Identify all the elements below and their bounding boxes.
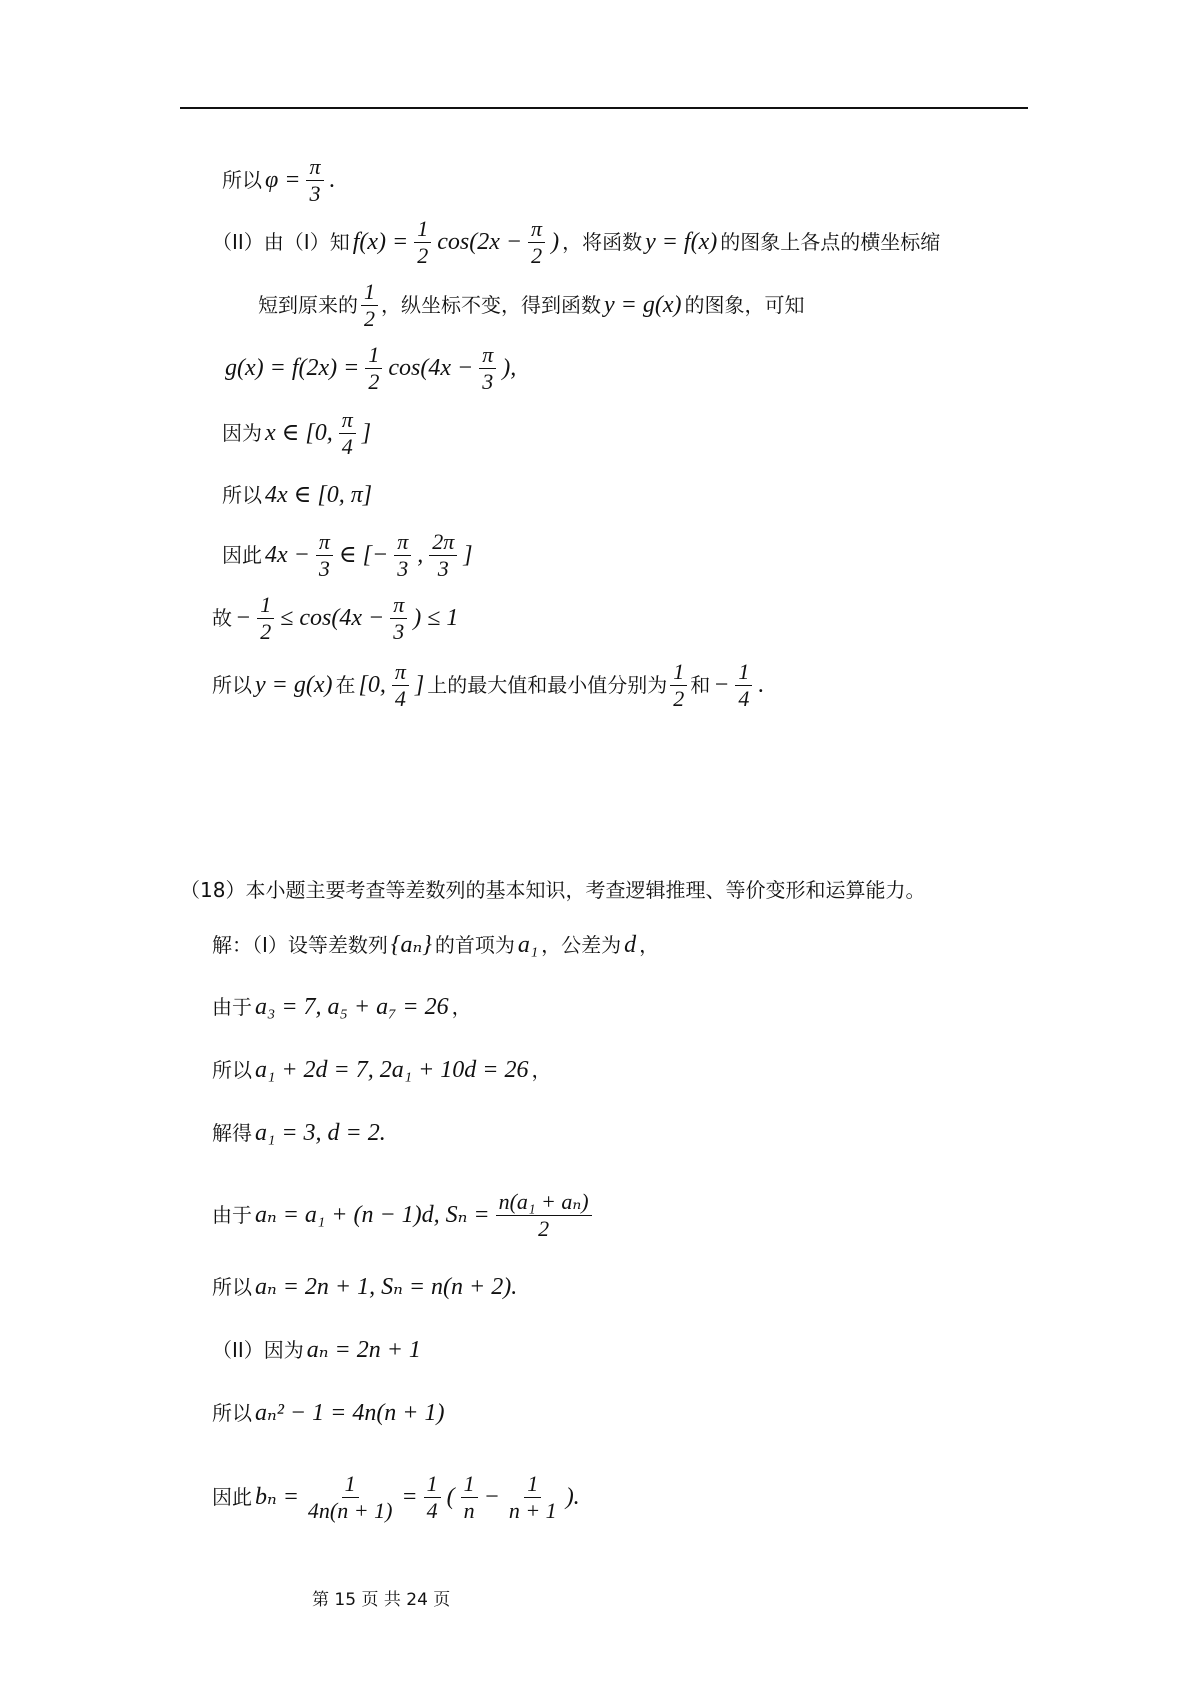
fraction (305, 1471, 396, 1524)
fraction (257, 592, 274, 645)
denominator: 2 (364, 305, 375, 331)
math: f(x) = (352, 229, 409, 255)
math: d (624, 932, 637, 958)
denominator: 2 (538, 1215, 550, 1241)
denominator: 2 (673, 685, 685, 711)
text: ，将函数 (562, 230, 643, 254)
denominator: 4 (426, 1497, 438, 1523)
denominator: 3 (318, 555, 330, 581)
page-number: 第 15 页 共 24 页 (312, 1590, 451, 1610)
math: . (758, 672, 765, 698)
problem-18-heading (180, 870, 925, 910)
fraction (479, 342, 496, 395)
math: aₙ = a₁ + (n − 1)d, Sₙ = (255, 1202, 490, 1228)
text: 所以 (222, 483, 262, 507)
math: − (483, 1484, 500, 1510)
line-solved (212, 1113, 389, 1153)
math: ] (463, 542, 473, 568)
line-an-sn (212, 1267, 520, 1307)
denominator: 4n(n + 1) (307, 1497, 393, 1523)
text: （18）本小题主要考查等差数列的基本知识，考查逻辑推理、等价变形和运算能力。 (180, 878, 926, 902)
text: 的图象上各点的横坐标缩 (720, 230, 941, 254)
numerator: 1 (424, 1471, 441, 1498)
numerator: 1 (342, 1471, 359, 1498)
numerator: 1 (735, 659, 752, 686)
math: aₙ² − 1 = 4n(n + 1) (255, 1400, 445, 1426)
line-an-squared (212, 1393, 448, 1433)
line-4x-range (222, 475, 375, 515)
text: 因此 (222, 543, 262, 567)
numerator: 1 (461, 1471, 478, 1498)
numerator: 1 (257, 592, 274, 619)
line-given (212, 987, 472, 1027)
text: 因为 (222, 421, 262, 445)
fraction (670, 659, 687, 712)
numerator: π (479, 342, 496, 369)
denominator: 3 (437, 555, 449, 581)
text: 的图象，可知 (684, 293, 805, 317)
line-solution-setup (212, 925, 659, 965)
numerator: 1 (365, 342, 382, 369)
line-shrink (258, 278, 805, 331)
math: cos(4x − (388, 355, 474, 381)
line-cos-bound (212, 591, 461, 644)
math: [0, (358, 672, 386, 698)
denominator: 3 (482, 368, 494, 394)
numerator: π (306, 154, 323, 181)
denominator: 3 (309, 180, 321, 206)
math: ∈ [− (338, 542, 389, 568)
math: ) (551, 229, 560, 255)
numerator: 2π (429, 529, 457, 556)
text: ， (531, 1058, 552, 1082)
text: 故 (212, 606, 232, 630)
denominator: 3 (393, 618, 405, 644)
numerator: π (390, 592, 407, 619)
denominator: 4 (341, 433, 353, 459)
numerator: π (392, 659, 409, 686)
fraction (414, 216, 431, 269)
text: 所以 (212, 673, 252, 697)
fraction (394, 529, 411, 582)
line-bn (212, 1470, 583, 1523)
text: 所以 (222, 168, 262, 192)
numerator: n(a₁ + aₙ) (496, 1189, 592, 1216)
math: {aₙ} (390, 932, 432, 958)
math: ≤ cos(4x − (280, 605, 385, 631)
math: , (417, 542, 424, 568)
math: . (329, 167, 336, 193)
math: aₙ = 2n + 1 (306, 1337, 421, 1363)
numerator: π (528, 216, 545, 243)
fraction (316, 529, 333, 582)
denominator: n (463, 1497, 475, 1523)
line-equations (212, 1050, 551, 1090)
math: − (713, 672, 730, 698)
line-shifted-range (222, 528, 476, 581)
fraction (506, 1471, 560, 1524)
denominator: 4 (738, 685, 750, 711)
text: 的首项为 (434, 933, 515, 957)
fraction (306, 154, 323, 207)
math: 4x ∈ [0, π] (265, 482, 373, 508)
numerator: 1 (414, 216, 431, 243)
line-max-min (212, 658, 767, 711)
fraction (392, 659, 409, 712)
math: bₙ = (255, 1484, 299, 1510)
math: y = g(x) (255, 672, 333, 698)
math: ] (361, 420, 372, 446)
text: 解得 (212, 1121, 252, 1145)
numerator: π (339, 407, 356, 434)
denominator: 2 (368, 368, 380, 394)
math: aₙ = 2n + 1, Sₙ = n(n + 2). (255, 1274, 518, 1300)
text: ， (639, 933, 660, 957)
fraction (496, 1189, 592, 1242)
text: 在 (335, 673, 356, 697)
math: ), (502, 355, 517, 381)
fraction (461, 1471, 478, 1524)
math: ( (446, 1484, 455, 1510)
fraction (361, 279, 378, 332)
line-part2-intro (212, 215, 941, 268)
text: 短到原来的 (258, 293, 358, 317)
denominator: 3 (397, 555, 409, 581)
line-phi-result (222, 153, 339, 206)
denominator: 2 (531, 242, 543, 268)
fraction (365, 342, 382, 395)
fraction (528, 216, 545, 269)
numerator: π (394, 529, 411, 556)
math: a₁ = 3, d = 2. (255, 1120, 386, 1146)
math: y = f(x) (645, 229, 718, 255)
math: x ∈ [0, (265, 420, 333, 446)
math: ] (414, 672, 425, 698)
math: 4x − (265, 542, 310, 568)
text: ，纵坐标不变，得到函数 (381, 293, 601, 317)
denominator: n + 1 (508, 1497, 557, 1523)
denominator: 4 (394, 685, 406, 711)
text: 所以 (212, 1401, 252, 1425)
header-rule (180, 107, 1028, 109)
math: ). (565, 1484, 580, 1510)
fraction (390, 592, 407, 645)
numerator: 1 (670, 659, 687, 686)
text: 和 (690, 673, 711, 697)
numerator: 1 (361, 279, 378, 306)
math: a₁ + 2d = 7, 2a₁ + 10d = 26 (255, 1057, 529, 1083)
text: 由于 (212, 1203, 252, 1227)
text: ，公差为 (541, 933, 622, 957)
text: 所以 (212, 1275, 252, 1299)
denominator: 2 (260, 618, 272, 644)
math: − (235, 605, 252, 631)
text: （II）由（I）知 (212, 230, 350, 254)
line-x-range (222, 406, 374, 459)
line-g-def (222, 341, 519, 394)
math: = (401, 1484, 418, 1510)
fraction (424, 1471, 441, 1524)
math: a₃ = 7, a₅ + a₇ = 26 (255, 994, 449, 1020)
text: 解：（I）设等差数列 (212, 933, 388, 957)
text: ， (451, 995, 472, 1019)
text: （II）因为 (212, 1338, 304, 1362)
numerator: 1 (524, 1471, 541, 1498)
text: 上的最大值和最小值分别为 (427, 673, 668, 697)
math: ) ≤ 1 (413, 605, 459, 631)
denominator: 2 (417, 242, 429, 268)
fraction (735, 659, 752, 712)
math: φ = (265, 167, 301, 193)
text: 所以 (212, 1058, 252, 1082)
text: 因此 (212, 1485, 252, 1509)
math: a₁ (517, 932, 539, 958)
fraction (429, 529, 457, 582)
numerator: π (316, 529, 333, 556)
math: g(x) = f(2x) = (225, 355, 360, 381)
fraction (339, 407, 356, 460)
line-general-term (212, 1188, 595, 1241)
line-part2 (212, 1330, 424, 1370)
math: y = g(x) (604, 292, 682, 318)
text: 由于 (212, 995, 252, 1019)
math: cos(2x − (437, 229, 523, 255)
